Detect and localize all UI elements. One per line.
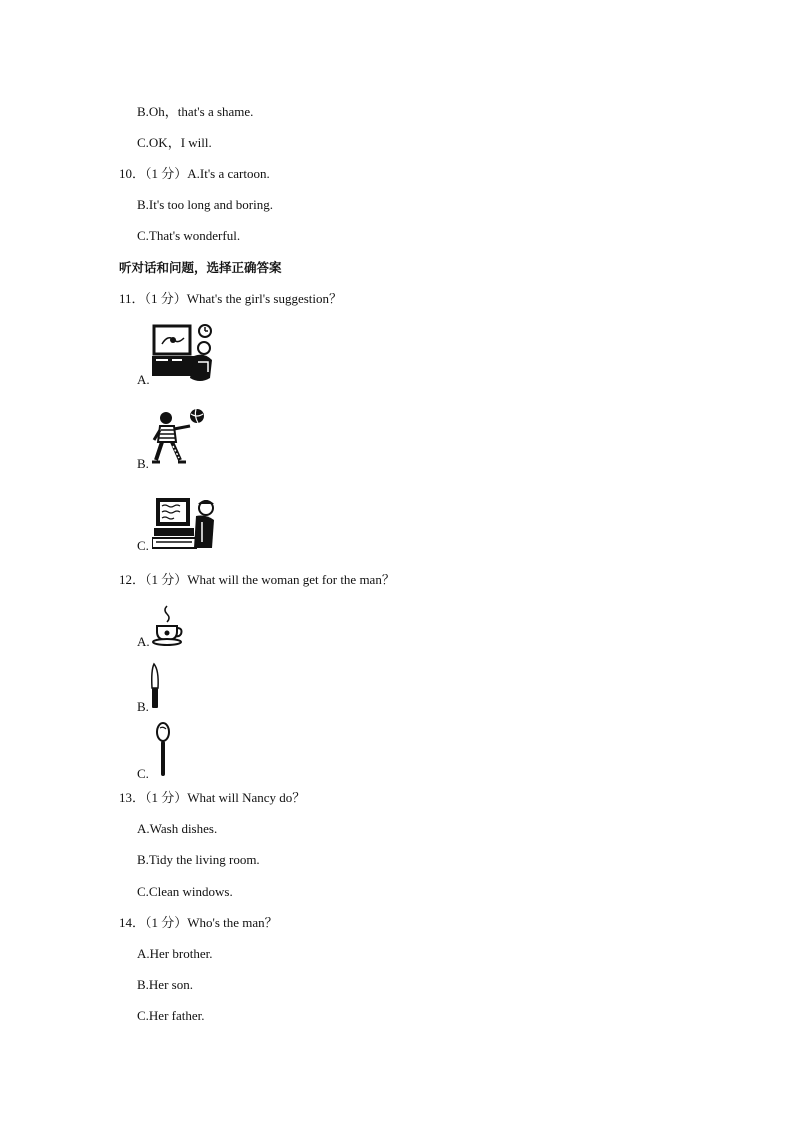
q10-option-b: B.It's too long and boring.	[137, 197, 273, 212]
playing-ball-icon	[150, 406, 206, 468]
q12-option-b-label: B.	[137, 699, 149, 714]
q12-option-c-label: C.	[137, 766, 149, 781]
q14-option-b: B.Her son.	[137, 977, 193, 992]
q11-option-c-label: C.	[137, 538, 149, 553]
q14-stem: 14．（1 分）Who's the man？	[119, 915, 278, 930]
q9-option-b: B.Oh，that's a shame.	[137, 104, 254, 119]
using-computer-icon	[152, 494, 218, 550]
coffee-cup-icon	[152, 604, 184, 646]
q11-option-b-label: B.	[137, 456, 149, 471]
q13-option-c: C.Clean windows.	[137, 884, 233, 899]
q13-option-a: A.Wash dishes.	[137, 821, 218, 836]
watching-tv-icon	[150, 322, 216, 384]
q11-stem: 11．（1 分）What's the girl's suggestion？	[119, 291, 343, 306]
q10-option-c: C.That's wonderful.	[137, 228, 241, 243]
knife-icon	[150, 662, 162, 710]
q12-option-a-label: A.	[137, 634, 150, 649]
q13-option-b: B.Tidy the living room.	[137, 852, 260, 867]
q14-option-a: A.Her brother.	[137, 946, 213, 961]
q14-option-c: C.Her father.	[137, 1008, 205, 1023]
q9-option-c: C.OK，I will.	[137, 135, 212, 150]
q10-stem: 10．（1 分）A.It's a cartoon.	[119, 166, 270, 181]
section-heading: 听对话和问题，选择正确答案	[119, 260, 282, 275]
q12-stem: 12．（1 分）What will the woman get for the man？	[119, 572, 395, 587]
q13-stem: 13．（1 分）What will Nancy do？	[119, 790, 306, 805]
spoon-icon	[155, 722, 171, 778]
q11-option-a-label: A.	[137, 372, 150, 387]
